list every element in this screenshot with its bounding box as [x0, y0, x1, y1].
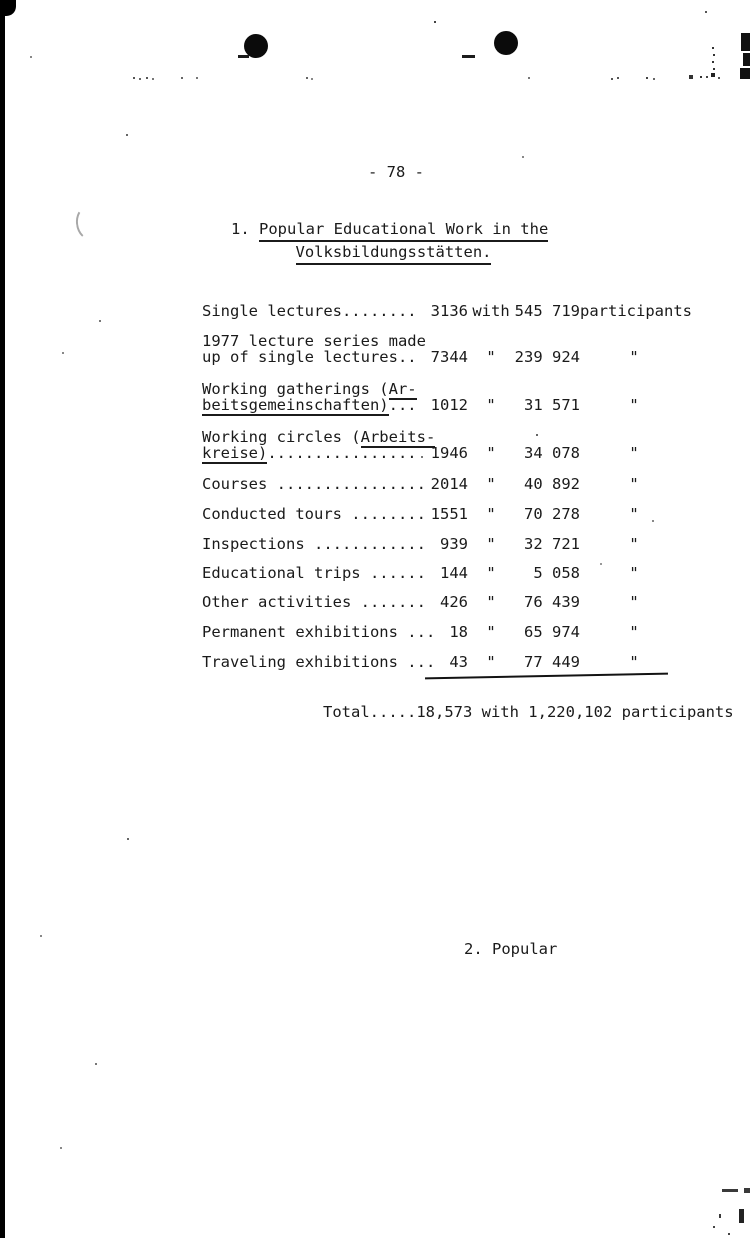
row-count: 426	[440, 593, 468, 611]
row-count: 18	[449, 623, 468, 641]
row-participants: 5 058	[533, 564, 580, 582]
section-heading	[231, 221, 556, 260]
row-participants: 76 439	[524, 593, 580, 611]
row-count: 2014	[430, 475, 468, 493]
row-label	[202, 428, 436, 462]
table-row	[202, 654, 722, 670]
row-label	[202, 594, 426, 610]
scan-artifact-smudge	[739, 1209, 744, 1223]
scan-corner-blob	[0, 0, 16, 16]
row-participants: 77 449	[524, 653, 580, 671]
row-label	[202, 303, 426, 319]
row-participants: 545 719	[514, 302, 580, 320]
section-heading-line2	[231, 244, 556, 260]
label-text: Inspections ............	[202, 535, 426, 553]
row-label	[202, 381, 426, 413]
row-participants-ditto: "	[629, 535, 639, 553]
row-participants: 70 278	[524, 505, 580, 523]
scan-artifact-smudge	[719, 1214, 721, 1218]
pencil-mark	[74, 204, 104, 241]
row-participants: 40 892	[524, 475, 580, 493]
section-heading-line1	[231, 221, 556, 237]
table-row	[202, 565, 722, 581]
scan-artifact-dash	[238, 55, 249, 58]
label-text: Other activities .......	[202, 593, 426, 611]
row-with-ditto: "	[486, 593, 496, 611]
section-number: 1.	[231, 220, 250, 238]
row-with-ditto: "	[486, 535, 496, 553]
row-count: 43	[449, 653, 468, 671]
row-participants: 239 924	[514, 348, 580, 366]
row-with-ditto: "	[486, 623, 496, 641]
row-count: 7344	[430, 348, 468, 366]
scan-artifact-blob	[740, 68, 750, 79]
underlined-term: kreise)	[202, 444, 268, 462]
underlined-term: Arbeits-	[360, 428, 436, 446]
row-count: 144	[440, 564, 468, 582]
row-label	[202, 476, 426, 492]
table-row	[202, 624, 722, 640]
row-label	[202, 333, 426, 365]
row-participants-ditto: "	[629, 505, 639, 523]
total-line: Total.....18,573 with 1,220,102 participants	[323, 703, 734, 721]
table-row	[202, 594, 722, 610]
scan-artifact-smudge	[744, 1188, 750, 1193]
row-participants-ditto: "	[629, 564, 639, 582]
punch-hole-right	[494, 31, 518, 55]
row-participants-ditto: "	[629, 623, 639, 641]
row-with-ditto: "	[486, 564, 496, 582]
label-text: Single lectures........	[202, 302, 417, 320]
row-participants: 31 571	[524, 396, 580, 414]
table-row	[202, 536, 722, 552]
scan-artifact-dash	[462, 55, 475, 58]
row-label	[202, 623, 436, 641]
scan-edge-strip	[0, 0, 5, 1238]
row-with-ditto: "	[486, 444, 496, 462]
table-row	[202, 476, 722, 492]
row-with-ditto: with	[472, 302, 510, 320]
table-row	[202, 303, 722, 319]
table-row	[202, 429, 722, 461]
label-text: Working circles (	[202, 428, 361, 446]
row-count: 1946	[430, 444, 468, 462]
page-number: - 78 -	[368, 163, 424, 181]
row-participants-ditto: "	[629, 444, 639, 462]
underlined-term: Ar-	[388, 380, 417, 398]
row-with-ditto: "	[486, 505, 496, 523]
scan-artifact-blob	[741, 33, 750, 51]
row-participants: 65 974	[524, 623, 580, 641]
label-text: ...	[388, 396, 417, 414]
underlined-term: beitsgemeinschaften)	[202, 396, 389, 414]
row-participants-ditto: "	[629, 396, 639, 414]
label-text: Traveling exhibitions ...	[202, 653, 436, 671]
scan-artifact-blob	[743, 53, 750, 66]
row-participants-ditto: participants	[580, 302, 692, 320]
label-text: ................	[267, 444, 417, 462]
scan-speckles	[0, 0, 2, 2]
row-count: 3136	[430, 302, 468, 320]
row-participants-ditto: "	[629, 653, 639, 671]
statistics-table	[202, 303, 722, 670]
row-participants: 34 078	[524, 444, 580, 462]
label-text: Conducted tours ........	[202, 505, 426, 523]
row-count: 1551	[430, 505, 468, 523]
label-text: Educational trips ......	[202, 564, 426, 582]
label-text: Working gatherings (	[202, 380, 389, 398]
row-with-ditto: "	[486, 396, 496, 414]
catchword: 2. Popular	[464, 940, 558, 958]
row-participants: 32 721	[524, 535, 580, 553]
row-count: 1012	[430, 396, 468, 414]
total-rule	[425, 673, 668, 680]
row-label	[202, 536, 426, 552]
section-title-part2: Volksbildungsstätten.	[296, 243, 492, 265]
row-with-ditto: "	[486, 475, 496, 493]
row-label	[202, 506, 426, 522]
row-participants-ditto: "	[629, 593, 639, 611]
row-with-ditto: "	[486, 348, 496, 366]
section-title-part1: Popular Educational Work in the	[259, 220, 548, 242]
row-participants-ditto: "	[629, 475, 639, 493]
row-with-ditto: "	[486, 653, 496, 671]
label-text: Permanent exhibitions ...	[202, 623, 436, 641]
table-row	[202, 381, 722, 413]
label-text: Courses ................	[202, 475, 426, 493]
label-text: up of single lectures..	[202, 348, 417, 366]
label-text: 1977 lecture series made	[202, 332, 426, 350]
row-participants-ditto: "	[629, 348, 639, 366]
table-row	[202, 506, 722, 522]
table-row	[202, 333, 722, 365]
stats-table-body	[202, 303, 722, 670]
row-label	[202, 565, 426, 581]
row-label	[202, 653, 436, 671]
scan-artifact-smudge	[722, 1189, 738, 1192]
row-count: 939	[440, 535, 468, 553]
